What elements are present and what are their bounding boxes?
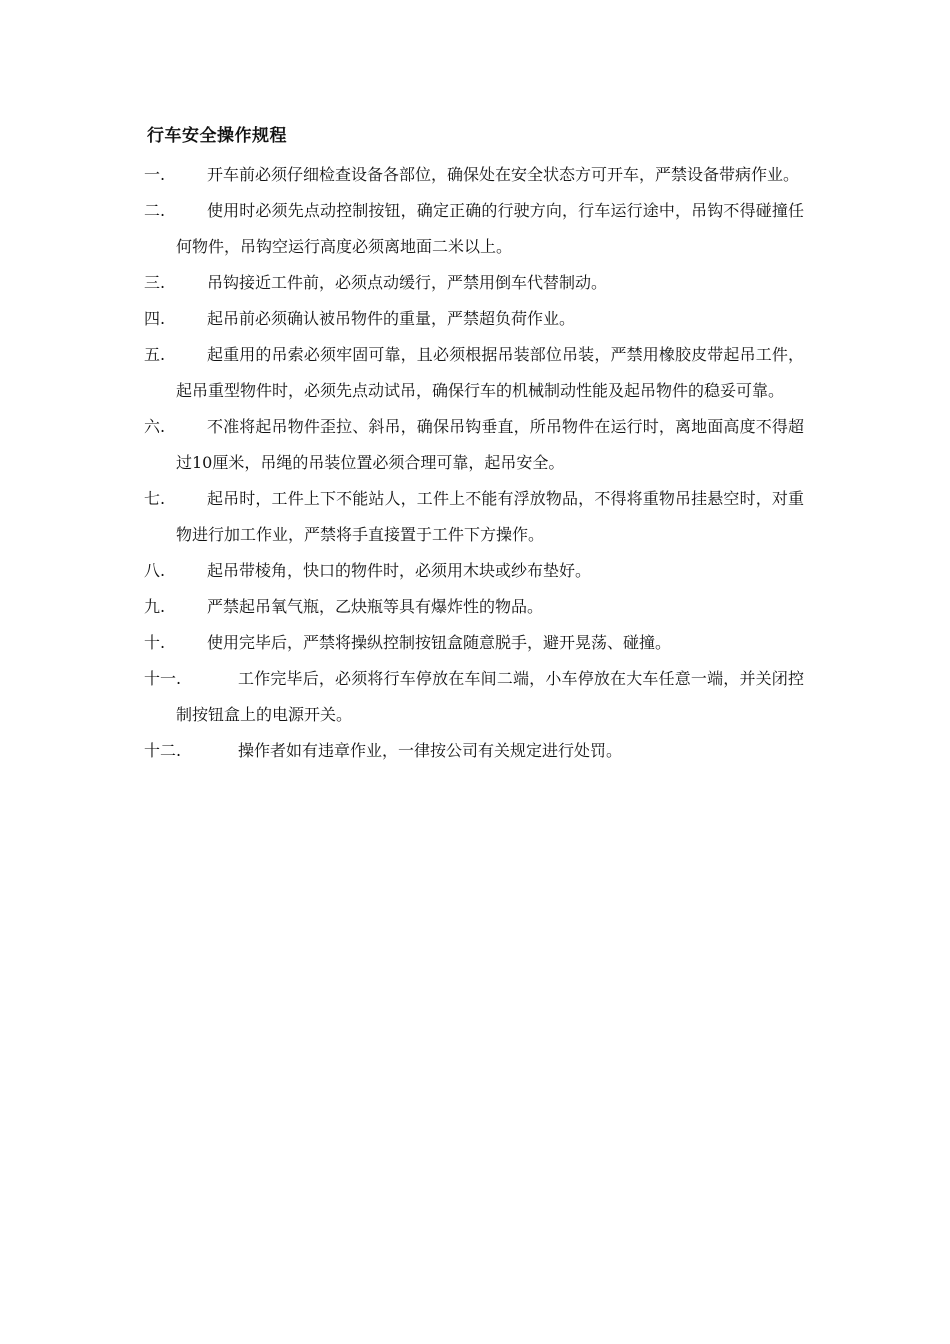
rule-item xyxy=(144,625,804,661)
rule-number: 一. xyxy=(144,165,166,184)
rule-item xyxy=(144,409,804,481)
rule-text: 工作完毕后，必须将行车停放在车间二端，小车停放在大车任意一端，并关闭控制按钮盒上的电源开关。 xyxy=(176,669,804,724)
rule-item xyxy=(144,337,804,409)
rule-item xyxy=(144,481,804,553)
rule-item xyxy=(144,661,804,733)
rule-number: 七. xyxy=(144,489,166,508)
rule-text: 开车前必须仔细检查设备各部位，确保处在安全状态方可开车，严禁设备带病作业。 xyxy=(207,165,800,184)
rule-text: 起吊前必须确认被吊物件的重量，严禁超负荷作业。 xyxy=(207,309,576,328)
rule-number: 三. xyxy=(144,273,166,292)
rule-item xyxy=(144,265,804,301)
rule-text: 严禁起吊氧气瓶，乙炔瓶等具有爆炸性的物品。 xyxy=(207,597,544,616)
rule-item xyxy=(144,193,804,265)
rule-number: 四. xyxy=(144,309,166,328)
rule-item xyxy=(144,589,804,625)
rule-item xyxy=(144,301,804,337)
rule-number: 十. xyxy=(144,633,166,652)
rule-number: 八. xyxy=(144,561,166,580)
rule-list xyxy=(144,157,804,769)
document-title: 行车安全操作规程 xyxy=(147,126,287,146)
rule-item xyxy=(144,157,804,193)
rule-item xyxy=(144,733,804,769)
rule-text: 起吊带棱角，快口的物件时，必须用木块或纱布垫好。 xyxy=(207,561,592,580)
rule-text: 起重用的吊索必须牢固可靠，且必须根据吊装部位吊装，严禁用橡胶皮带起吊工件，起吊重型物件时，必须先点动试吊，确保行车的机械制动性能及起吊物件的稳妥可靠。 xyxy=(176,345,804,400)
rule-text: 使用时必须先点动控制按钮，确定正确的行驶方向，行车运行途中，吊钩不得碰撞任何物件，吊钩空运行高度必须离地面二米以上。 xyxy=(176,201,804,256)
rule-item xyxy=(144,553,804,589)
rule-number: 九. xyxy=(144,597,166,616)
rule-text: 操作者如有违章作业，一律按公司有关规定进行处罚。 xyxy=(238,741,623,760)
rule-number: 六. xyxy=(144,417,166,436)
rule-number: 五. xyxy=(144,345,166,364)
rule-text: 使用完毕后，严禁将操纵控制按钮盒随意脱手，避开晃荡、碰撞。 xyxy=(207,633,672,652)
rule-number: 十一. xyxy=(144,669,182,688)
rule-number: 二. xyxy=(144,201,166,220)
rule-text: 吊钩接近工件前，必须点动缓行，严禁用倒车代替制动。 xyxy=(207,273,608,292)
rule-text: 起吊时，工件上下不能站人，工件上不能有浮放物品，不得将重物吊挂悬空时，对重物进行加工作业，严禁将手直接置于工件下方操作。 xyxy=(176,489,804,544)
rule-number: 十二. xyxy=(144,741,182,760)
rule-text: 不准将起吊物件歪拉、斜吊，确保吊钩垂直，所吊物件在运行时，离地面高度不得超过10厘米，吊绳的吊装位置必须合理可靠，起吊安全。 xyxy=(176,417,804,472)
